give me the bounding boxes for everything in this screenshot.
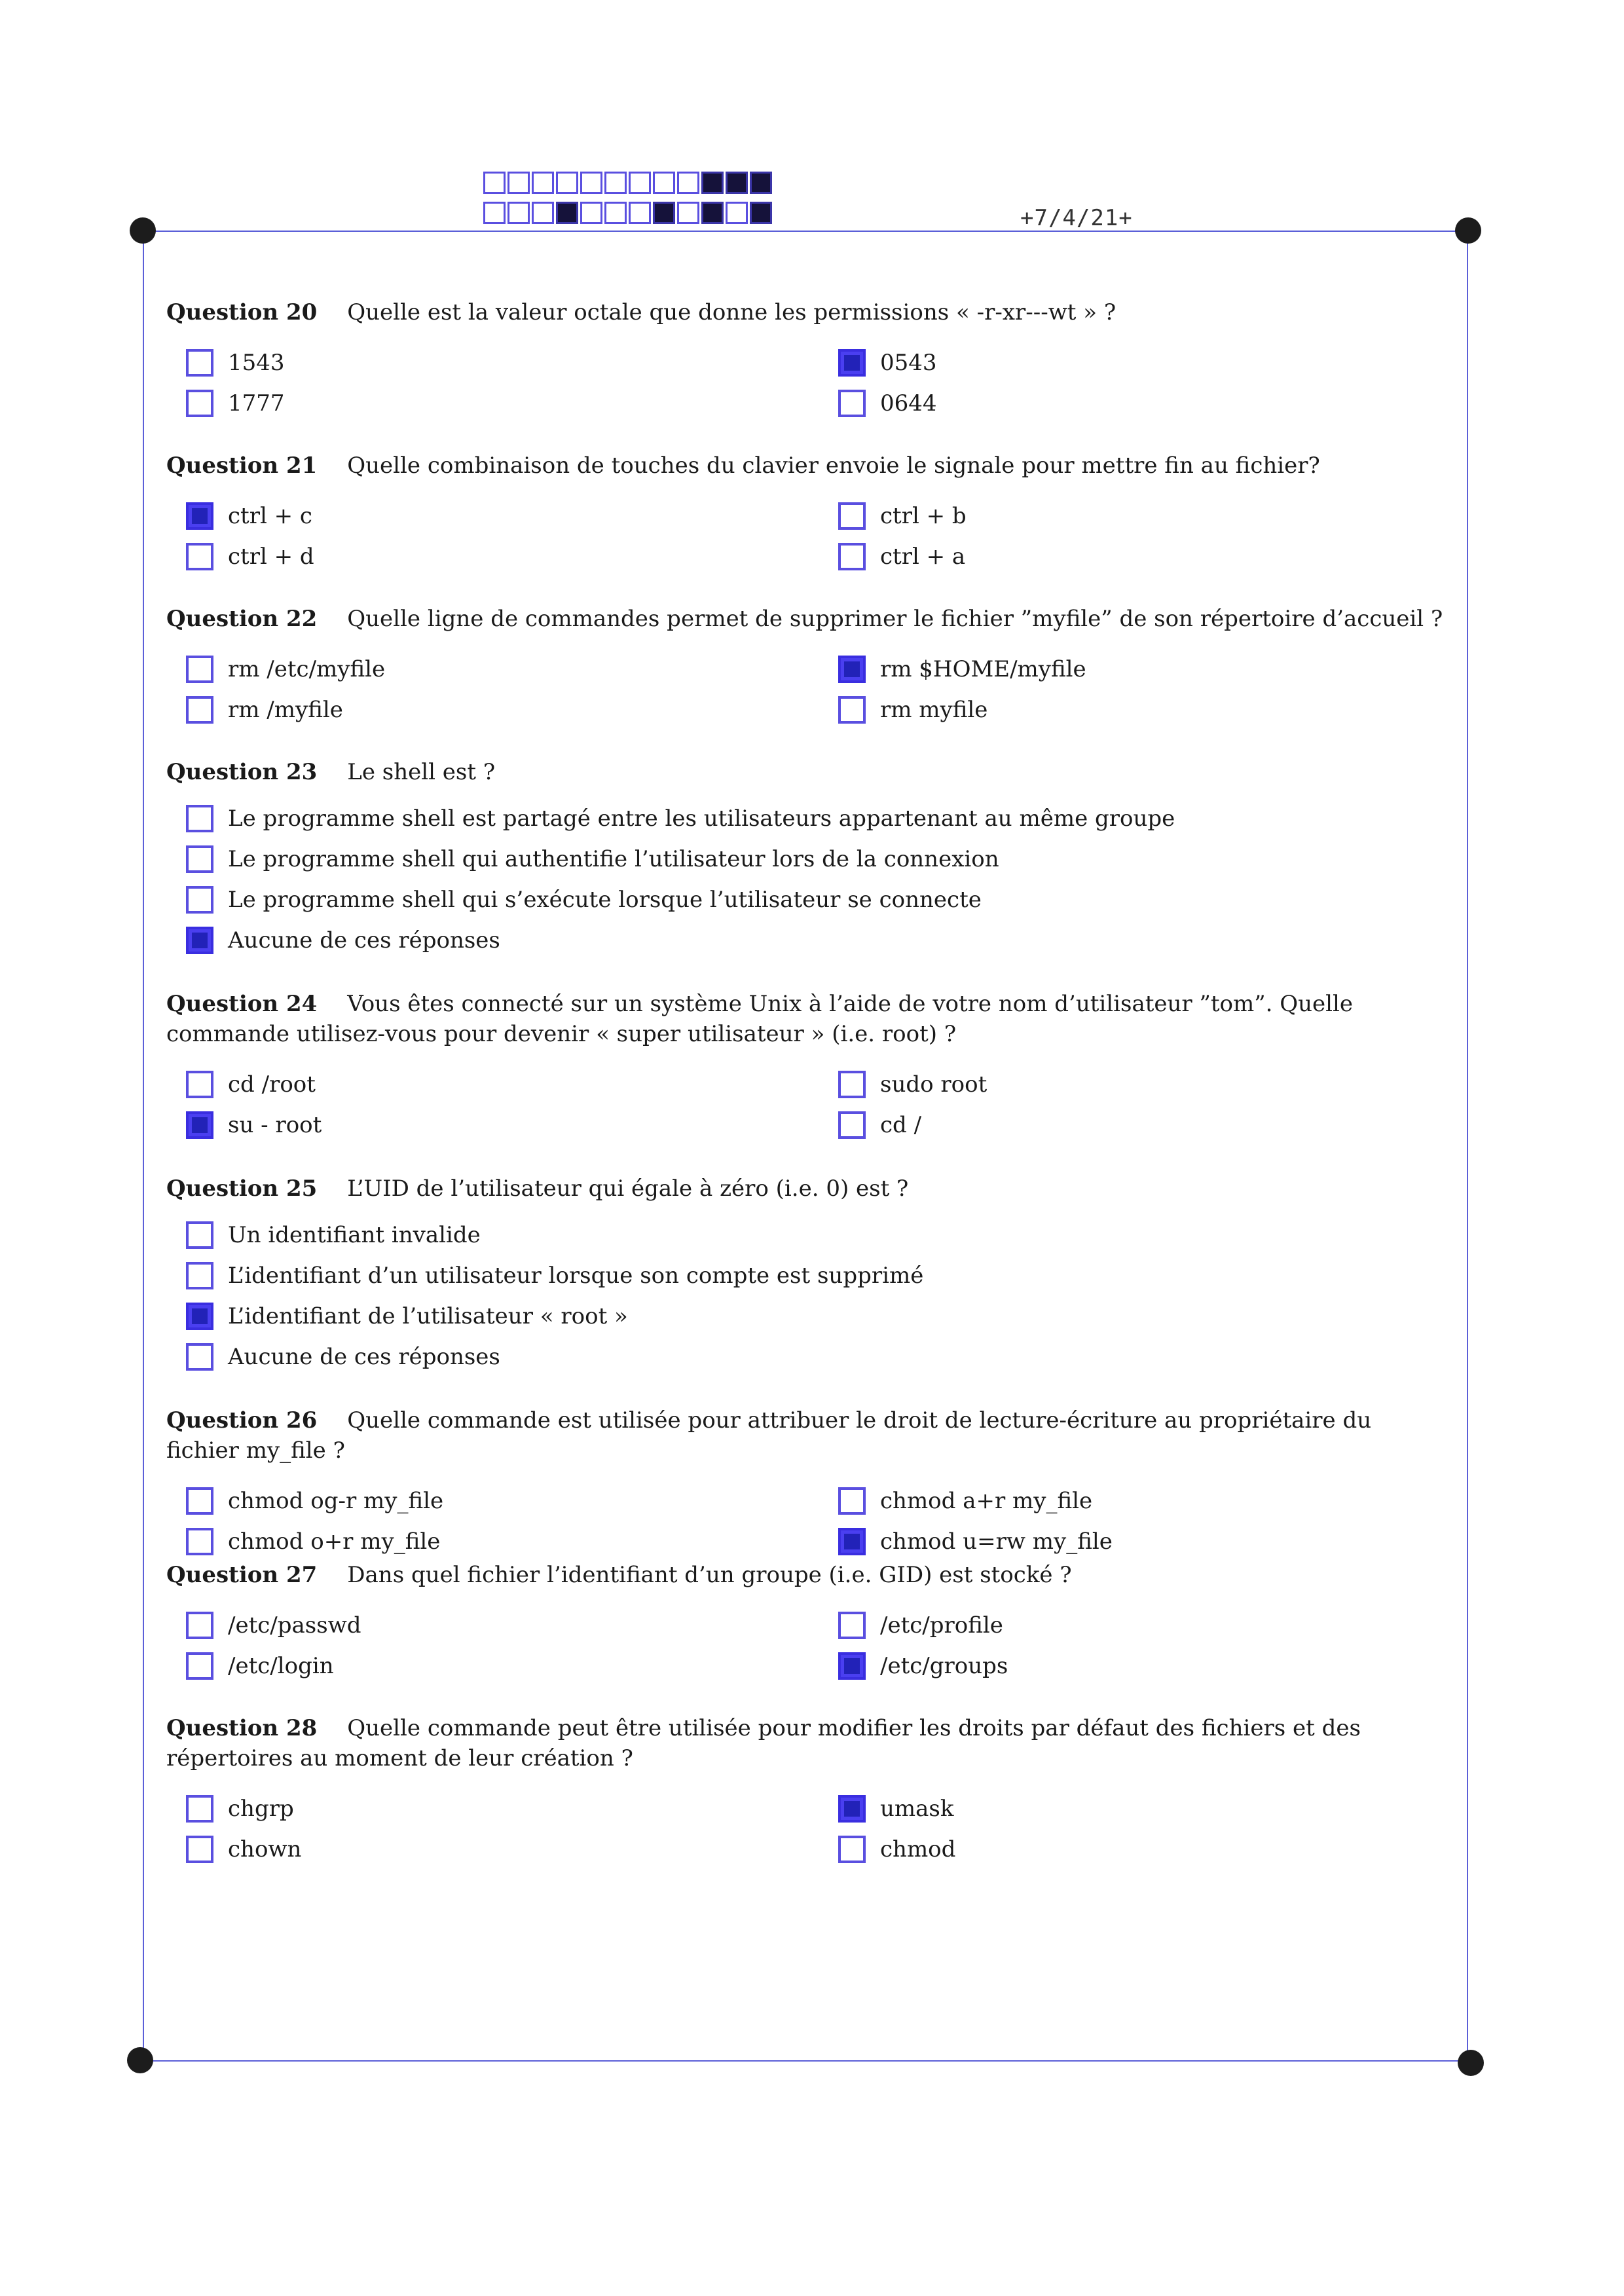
answer-choice[interactable] bbox=[166, 500, 819, 532]
question-text: Quelle combinaison de touches du clavier envoie le signale pour mettre fin au fichier? bbox=[347, 453, 1320, 479]
question-22 bbox=[166, 604, 1450, 726]
question-number: Question 26 bbox=[166, 1407, 318, 1434]
choice-label: 0543 bbox=[880, 350, 937, 376]
answer-choice[interactable] bbox=[166, 388, 819, 419]
checkbox[interactable] bbox=[186, 845, 213, 873]
question-number: Question 28 bbox=[166, 1715, 318, 1741]
answer-choice[interactable] bbox=[819, 654, 1450, 685]
id-grid-cell bbox=[483, 202, 506, 224]
choice-label: Aucune de ces réponses bbox=[228, 1344, 500, 1370]
choice-list bbox=[166, 1485, 1450, 1557]
question-number: Question 24 bbox=[166, 991, 318, 1017]
choice-list bbox=[166, 500, 1450, 572]
id-grid-cell bbox=[507, 172, 530, 194]
answer-choice[interactable] bbox=[819, 1485, 1450, 1517]
choice-list bbox=[166, 1219, 1450, 1373]
choice-label: sudo root bbox=[880, 1071, 987, 1098]
answer-choice[interactable] bbox=[819, 347, 1450, 379]
choice-label: /etc/login bbox=[228, 1653, 334, 1679]
answer-choice[interactable] bbox=[166, 654, 819, 685]
id-grid-cell bbox=[701, 202, 724, 224]
id-grid-cell bbox=[604, 172, 627, 194]
choice-label: Le programme shell est partagé entre les utilisateurs appartenant au même groupe bbox=[228, 805, 1175, 832]
question-stem bbox=[166, 1713, 1450, 1773]
student-id-grid-row-2 bbox=[483, 202, 774, 224]
answer-choice[interactable] bbox=[819, 1793, 1450, 1824]
question-text: Quelle ligne de commandes permet de supprimer le fichier ”myfile” de son répertoire d’accueil ? bbox=[347, 606, 1443, 632]
choice-label: ctrl + d bbox=[228, 544, 314, 570]
question-27 bbox=[166, 1560, 1450, 1682]
answer-choice[interactable] bbox=[819, 1610, 1450, 1641]
question-28 bbox=[166, 1713, 1450, 1865]
answer-choice[interactable] bbox=[166, 1109, 819, 1141]
choice-label: chmod a+r my_file bbox=[880, 1488, 1093, 1514]
checkbox[interactable] bbox=[186, 1652, 213, 1680]
question-text: Dans quel fichier l’identifiant d’un groupe (i.e. GID) est stocké ? bbox=[347, 1562, 1072, 1588]
answer-choice[interactable] bbox=[819, 1834, 1450, 1865]
question-text: Le shell est ? bbox=[347, 759, 496, 785]
choice-list bbox=[166, 347, 1450, 419]
answer-choice[interactable] bbox=[166, 1650, 819, 1682]
question-21 bbox=[166, 451, 1450, 572]
checkbox[interactable] bbox=[186, 805, 213, 832]
answer-choice[interactable] bbox=[166, 1260, 1450, 1291]
checkbox[interactable] bbox=[186, 1343, 213, 1371]
question-20 bbox=[166, 297, 1450, 419]
answer-choice[interactable] bbox=[819, 1109, 1450, 1141]
id-grid-cell bbox=[653, 172, 675, 194]
question-number: Question 22 bbox=[166, 606, 318, 632]
answer-choice[interactable] bbox=[819, 1069, 1450, 1100]
checkbox[interactable] bbox=[186, 1071, 213, 1098]
id-grid-cell bbox=[701, 172, 724, 194]
answer-choice[interactable] bbox=[166, 884, 1450, 916]
checkbox[interactable] bbox=[186, 1795, 213, 1823]
question-stem bbox=[166, 297, 1450, 327]
answer-choice[interactable] bbox=[166, 1069, 819, 1100]
checkbox[interactable] bbox=[838, 1612, 866, 1639]
checkbox[interactable] bbox=[186, 1221, 213, 1249]
answer-choice[interactable] bbox=[819, 388, 1450, 419]
choice-label: rm /myfile bbox=[228, 697, 343, 723]
question-number: Question 25 bbox=[166, 1176, 318, 1202]
answer-choice[interactable] bbox=[166, 1610, 819, 1641]
checked-checkbox[interactable] bbox=[186, 927, 213, 954]
choice-label: 0644 bbox=[880, 390, 937, 417]
answer-choice[interactable] bbox=[819, 1650, 1450, 1682]
id-grid-cell bbox=[677, 172, 699, 194]
answer-choice[interactable] bbox=[166, 347, 819, 379]
checkbox[interactable] bbox=[838, 696, 866, 724]
checkbox[interactable] bbox=[186, 656, 213, 683]
answer-choice[interactable] bbox=[166, 925, 1450, 956]
choice-label: L’identifiant de l’utilisateur « root » bbox=[228, 1303, 628, 1329]
answer-choice[interactable] bbox=[166, 843, 1450, 875]
question-stem bbox=[166, 604, 1450, 634]
corner-marker-bottom-right bbox=[1458, 2050, 1484, 2076]
answer-choice[interactable] bbox=[166, 1526, 819, 1557]
checkbox[interactable] bbox=[186, 696, 213, 724]
student-id-grid-row-1 bbox=[483, 172, 774, 194]
id-grid-cell bbox=[726, 172, 748, 194]
corner-marker-top-left bbox=[130, 217, 156, 244]
choice-label: Le programme shell qui authentifie l’utilisateur lors de la connexion bbox=[228, 846, 999, 872]
checkbox[interactable] bbox=[838, 502, 866, 530]
id-grid-cell bbox=[677, 202, 699, 224]
id-grid-cell bbox=[483, 172, 506, 194]
id-grid-cell bbox=[604, 202, 627, 224]
checkbox[interactable] bbox=[186, 349, 213, 377]
checkbox[interactable] bbox=[186, 1612, 213, 1639]
checked-checkbox[interactable] bbox=[838, 349, 866, 377]
choice-list bbox=[166, 1610, 1450, 1682]
choice-label: ctrl + c bbox=[228, 503, 312, 529]
checkbox[interactable] bbox=[186, 1262, 213, 1289]
id-grid-cell bbox=[629, 202, 651, 224]
corner-marker-top-right bbox=[1455, 217, 1481, 244]
checked-checkbox[interactable] bbox=[838, 1652, 866, 1680]
choice-label: Aucune de ces réponses bbox=[228, 927, 500, 954]
question-stem bbox=[166, 757, 1450, 787]
choice-label: cd /root bbox=[228, 1071, 316, 1098]
choice-list bbox=[166, 1069, 1450, 1141]
choice-label: Le programme shell qui s’exécute lorsque l’utilisateur se connecte bbox=[228, 887, 982, 913]
checkbox[interactable] bbox=[838, 1487, 866, 1515]
id-grid-cell bbox=[726, 202, 748, 224]
checkbox[interactable] bbox=[838, 543, 866, 570]
choice-label: chmod bbox=[880, 1836, 956, 1862]
checkbox[interactable] bbox=[838, 1111, 866, 1139]
choice-label: rm $HOME/myfile bbox=[880, 656, 1086, 682]
id-grid-cell bbox=[532, 172, 554, 194]
choice-label: chmod o+r my_file bbox=[228, 1528, 441, 1555]
checkbox[interactable] bbox=[186, 1528, 213, 1555]
checkbox[interactable] bbox=[838, 1071, 866, 1098]
choice-label: chmod og-r my_file bbox=[228, 1488, 444, 1514]
checkbox[interactable] bbox=[838, 390, 866, 417]
checked-checkbox[interactable] bbox=[838, 1795, 866, 1823]
choice-list bbox=[166, 803, 1450, 956]
id-grid-cell bbox=[580, 172, 602, 194]
checked-checkbox[interactable] bbox=[186, 1303, 213, 1330]
choice-label: rm myfile bbox=[880, 697, 988, 723]
question-number: Question 21 bbox=[166, 453, 318, 479]
question-number: Question 27 bbox=[166, 1562, 318, 1588]
id-grid-cell bbox=[750, 202, 772, 224]
choice-label: /etc/profile bbox=[880, 1612, 1003, 1639]
checkbox[interactable] bbox=[838, 1836, 866, 1863]
answer-choice[interactable] bbox=[166, 541, 819, 572]
answer-choice[interactable] bbox=[166, 1219, 1450, 1251]
choice-label: 1543 bbox=[228, 350, 285, 376]
question-number: Question 20 bbox=[166, 299, 318, 325]
answer-choice[interactable] bbox=[166, 803, 1450, 834]
answer-choice[interactable] bbox=[166, 1485, 819, 1517]
choice-label: L’identifiant d’un utilisateur lorsque son compte est supprimé bbox=[228, 1263, 924, 1289]
answer-choice[interactable] bbox=[166, 1301, 1450, 1332]
id-grid-cell bbox=[507, 202, 530, 224]
question-24 bbox=[166, 989, 1450, 1141]
question-26 bbox=[166, 1405, 1450, 1557]
question-text: Quelle commande peut être utilisée pour modifier les droits par défaut des fichiers et des répertoires au moment de leur création ? bbox=[166, 1715, 1361, 1771]
question-stem bbox=[166, 989, 1450, 1049]
choice-label: ctrl + a bbox=[880, 544, 966, 570]
question-text: L’UID de l’utilisateur qui égale à zéro (i.e. 0) est ? bbox=[347, 1176, 909, 1202]
checkbox[interactable] bbox=[186, 1836, 213, 1863]
answer-choice[interactable] bbox=[166, 694, 819, 726]
choice-label: /etc/passwd bbox=[228, 1612, 361, 1639]
answer-choice[interactable] bbox=[166, 1793, 819, 1824]
id-grid-cell bbox=[750, 172, 772, 194]
checked-checkbox[interactable] bbox=[838, 1528, 866, 1555]
id-grid-cell bbox=[629, 172, 651, 194]
question-stem bbox=[166, 1174, 1450, 1204]
corner-marker-bottom-left bbox=[127, 2047, 153, 2073]
id-grid-cell bbox=[532, 202, 554, 224]
choice-label: rm /etc/myfile bbox=[228, 656, 386, 682]
choice-list bbox=[166, 1793, 1450, 1865]
id-grid-cell bbox=[580, 202, 602, 224]
id-grid-cell bbox=[556, 202, 578, 224]
answer-choice[interactable] bbox=[819, 1526, 1450, 1557]
question-stem bbox=[166, 1405, 1450, 1466]
checkbox[interactable] bbox=[186, 543, 213, 570]
answer-choice[interactable] bbox=[819, 500, 1450, 532]
checkbox[interactable] bbox=[186, 1487, 213, 1515]
question-number: Question 23 bbox=[166, 759, 318, 785]
question-25 bbox=[166, 1174, 1450, 1373]
question-text: Quelle commande est utilisée pour attribuer le droit de lecture-écriture au propriétaire du fichier my_file ? bbox=[166, 1407, 1372, 1464]
id-grid-cell bbox=[556, 172, 578, 194]
checked-checkbox[interactable] bbox=[838, 656, 866, 683]
checked-checkbox[interactable] bbox=[186, 502, 213, 530]
choice-label: ctrl + b bbox=[880, 503, 967, 529]
choice-label: 1777 bbox=[228, 390, 285, 417]
question-stem bbox=[166, 451, 1450, 481]
question-text: Quelle est la valeur octale que donne les permissions « -r-xr---wt » ? bbox=[347, 299, 1116, 325]
checkbox[interactable] bbox=[186, 886, 213, 914]
choice-list bbox=[166, 654, 1450, 726]
answer-choice[interactable] bbox=[166, 1834, 819, 1865]
choice-label: su - root bbox=[228, 1112, 322, 1138]
choice-label: chmod u=rw my_file bbox=[880, 1528, 1113, 1555]
answer-choice[interactable] bbox=[819, 541, 1450, 572]
question-stem bbox=[166, 1560, 1450, 1590]
question-text: Vous êtes connecté sur un système Unix à l’aide de votre nom d’utilisateur ”tom”. Quelle commande utilisez-vous pour devenir « super utilisateur » (i.e. root) ? bbox=[166, 991, 1353, 1047]
page-code: +7/4/21+ bbox=[1020, 205, 1133, 231]
checked-checkbox[interactable] bbox=[186, 1111, 213, 1139]
question-23 bbox=[166, 757, 1450, 956]
choice-label: chown bbox=[228, 1836, 302, 1862]
choice-label: Un identifiant invalide bbox=[228, 1222, 481, 1248]
answer-choice[interactable] bbox=[819, 694, 1450, 726]
checkbox[interactable] bbox=[186, 390, 213, 417]
answer-choice[interactable] bbox=[166, 1341, 1450, 1373]
choice-label: /etc/groups bbox=[880, 1653, 1008, 1679]
choice-label: cd / bbox=[880, 1112, 922, 1138]
id-grid-cell bbox=[653, 202, 675, 224]
choice-label: chgrp bbox=[228, 1796, 294, 1822]
choice-label: umask bbox=[880, 1796, 954, 1822]
